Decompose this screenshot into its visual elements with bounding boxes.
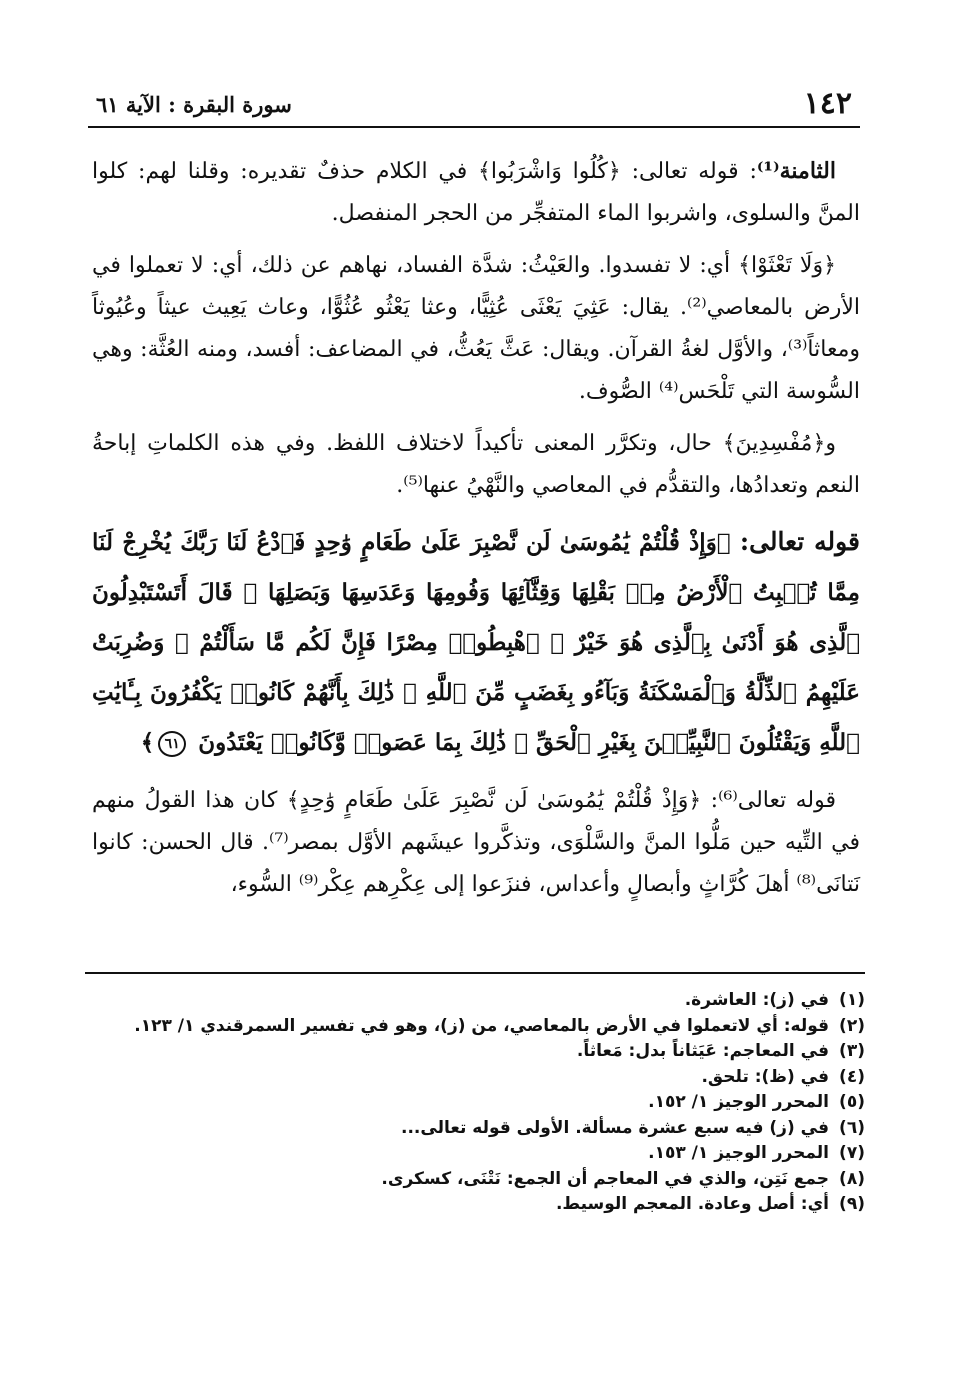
paragraph-text: ﴿وَلَا تَعْثَوْا﴾ أي: لا تفسدوا. والعَيْثُ: شدَّة الفساد، نهاهم عن ذلك، أي: لا تعملوا في الأرض بالمعاصي⁽²⁾. يقال: عَثِيَ يَعْثَى عُثِيًّا، وعثا يَعْثُو عُثُوًّا، وعاث يَعِيث عيثاً وعُيُوثاً ومعاثاً⁽³⁾، والأوَّل لغةُ القرآن. ويقال: عَثَّ يَعُثُّ، في المضاعف: أفسد، ومنه العُثَّة: وهي السُّوسة التي تَلْحَس⁽⁴⁾ الصُّوف. bbox=[92, 253, 861, 404]
footnote-number: (٣) bbox=[839, 1041, 865, 1061]
footnote bbox=[95, 1141, 865, 1167]
footnote bbox=[95, 1167, 865, 1193]
paragraph-commentary bbox=[92, 780, 860, 906]
footnote-number: (٧) bbox=[839, 1143, 865, 1163]
quran-verse-block bbox=[92, 517, 860, 768]
footnote-text: في (ظ): تلحق. bbox=[701, 1066, 829, 1087]
footnote-text: جمع نَتِن، والذي في المعاجم أن الجمع: نَتْنَى، كسكرى. bbox=[381, 1168, 829, 1189]
footnote-number: (٤) bbox=[839, 1066, 865, 1087]
quran-close-bracket: ﴾ bbox=[140, 729, 155, 756]
paragraph-la-taathaw bbox=[92, 245, 860, 413]
footnote-text: قوله: أي لاتعملوا في الأرض بالمعاصي، من (ز)، وهو في تفسير السمرقندي ١/ ١٢٣. bbox=[134, 1015, 829, 1036]
footnote bbox=[95, 1192, 865, 1218]
footnote-divider bbox=[85, 972, 865, 974]
footnote-number: (٩) bbox=[839, 1194, 865, 1214]
paragraph-text: : قوله تعالى: ﴿كُلُوا وَاشْرَبُوا﴾ في الكلام حذفٌ تقديره: وقلنا لهم: كلوا المنَّ والسلوى، واشربوا الماء المتفجِّر من الحجر المنفصل. bbox=[92, 159, 860, 226]
surah-verse-label: سورة البقرة : الآية ٦١ bbox=[96, 92, 292, 117]
aya-number-marker: ٦١ bbox=[158, 731, 186, 757]
footnote-text: المحرر الوجيز ١/ ١٥٢. bbox=[648, 1092, 829, 1112]
footnote bbox=[95, 1116, 865, 1142]
paragraph-text: و﴿مُفْسِدِينَ﴾ حال، وتكرَّر المعنى تأكيداً لاختلاف اللفظ. وفي هذه الكلماتِ إباحةُ النعم وتعدادُها، والتقدُّم في المعاصي والنَّهْيُ عنها⁽⁵⁾. bbox=[92, 431, 860, 498]
footnote bbox=[95, 1090, 865, 1116]
main-text bbox=[92, 150, 860, 916]
footnote-text: في المعاجم: عَيَثاناً بدل: مَعاثاً. bbox=[576, 1041, 829, 1061]
quran-lead: قوله تعالى: bbox=[739, 527, 860, 556]
page-number: ١٤٢ bbox=[803, 86, 852, 121]
footnote-text: في (ز): العاشرة. bbox=[684, 990, 829, 1010]
footnote-number: (٥) bbox=[839, 1092, 865, 1112]
footnote bbox=[95, 1014, 865, 1040]
paragraph-text: قوله تعالى⁽⁶⁾: ﴿وَإِذْ قُلْتُمْ يَٰمُوسَىٰ لَن نَّصْبِرَ عَلَىٰ طَعَامٍ وَٰحِدٍ﴾ كان هذا القولُ منهم في التِّيه حين مَلُّوا المنَّ والسَّلْوَى، وتذكَّروا عيشَهم الأوَّل بمصر⁽⁷⁾. قال الحسن: كانوا نَتانَى⁽⁸⁾ أهلَ كُرَّاثٍ وأبصالٍ وأعداس، فنزَعوا إلى عِكْرِهم عِكْر⁽⁹⁾ السُّوء، bbox=[92, 788, 860, 897]
footnote-number: (٨) bbox=[839, 1168, 865, 1189]
footnote bbox=[95, 1039, 865, 1065]
footnote-number: (٢) bbox=[839, 1015, 865, 1036]
paragraph-eighth bbox=[92, 150, 860, 235]
quran-verse-text: ﴿وَإِذْ قُلْتُمْ يَٰمُوسَىٰ لَن نَّصْبِرَ عَلَىٰ طَعَامٍ وَٰحِدٍ فَٱدْعُ لَنَا رَبَّكَ يُخْرِجْ لَنَا مِمَّا تُنۢبِتُ ٱلْأَرْضُ مِنۢ بَقْلِهَا وَقِثَّآئِهَا وَفُومِهَا وَعَدَسِهَا وَبَصَلِهَا ۖ قَالَ أَتَسْتَبْدِلُونَ ٱلَّذِى هُوَ أَدْنَىٰ بِٱلَّذِى هُوَ خَيْرٌ ۚ ٱهْبِطُوا۟ مِصْرًا فَإِنَّ لَكُم مَّا سَأَلْتُمْ ۗ وَضُرِبَتْ عَلَيْهِمُ ٱلذِّلَّةُ وَٱلْمَسْكَنَةُ وَبَآءُو بِغَضَبٍ مِّنَ ٱللَّهِ ۗ ذَٰلِكَ بِأَنَّهُمْ كَانُوا۟ يَكْفُرُونَ بِـَٔايَٰتِ ٱللَّهِ وَيَقْتُلُونَ ٱلنَّبِيِّـۧنَ بِغَيْرِ ٱلْحَقِّ ۗ ذَٰلِكَ بِمَا عَصَوا۟ وَّكَانُوا۟ يَعْتَدُونَ bbox=[92, 529, 860, 756]
footnote bbox=[95, 988, 865, 1014]
footnote bbox=[95, 1065, 865, 1091]
footnote-text: أي: أصل وعادة. المعجم الوسيط. bbox=[555, 1194, 829, 1214]
footnote-text: المحرر الوجيز ١/ ١٥٣. bbox=[648, 1143, 829, 1163]
footnote-text: في (ز) فيه سبع عشرة مسألة. الأولى قوله تعالى... bbox=[401, 1117, 829, 1138]
running-header bbox=[88, 86, 860, 128]
paragraph-mufsidin bbox=[92, 423, 860, 507]
footnotes-list bbox=[95, 988, 865, 1218]
footnote-number: (٦) bbox=[839, 1117, 865, 1138]
paragraph-lead: الثامنة⁽¹⁾ bbox=[756, 158, 836, 184]
footnote-number: (١) bbox=[839, 990, 865, 1010]
